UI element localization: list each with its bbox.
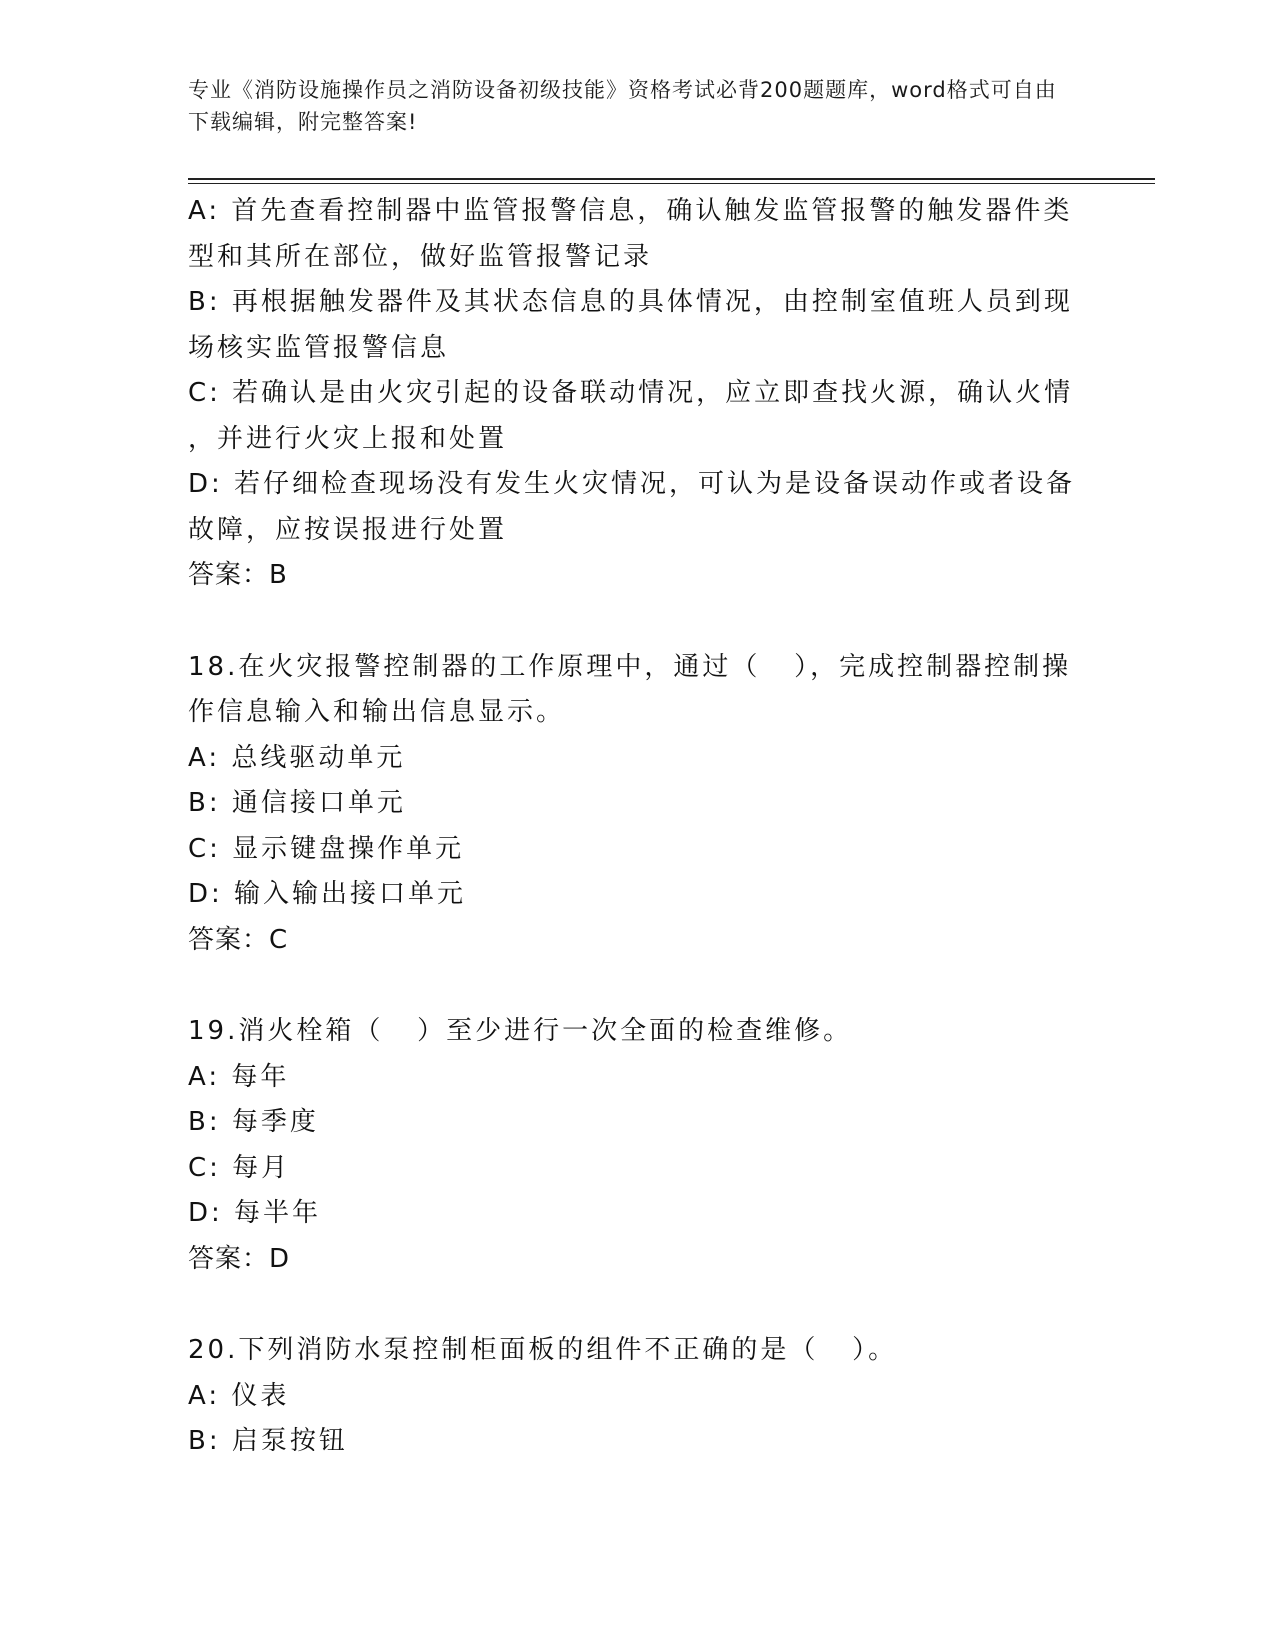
option-a-line-1: A: 首先查看控制器中监管报警信息，确认触发监管报警的触发器件类 bbox=[188, 196, 1073, 226]
question-18-option-a: A: 总线驱动单元 bbox=[188, 742, 406, 773]
option-d-line-2: 故障，应按误报进行处置 bbox=[188, 514, 508, 545]
spacer bbox=[188, 963, 1088, 1009]
question-20 bbox=[188, 1328, 1088, 1465]
question-20-option-b: B: 启泵按钮 bbox=[188, 1426, 348, 1456]
question-19 bbox=[188, 1009, 1088, 1282]
question-20-option-a: A: 仪表 bbox=[188, 1380, 290, 1411]
question-19-option-a: A: 每年 bbox=[188, 1061, 290, 1092]
spacer bbox=[188, 599, 1088, 645]
option-d-line-1: D: 若仔细检查现场没有发生火灾情况，可认为是设备误动作或者设备 bbox=[188, 469, 1076, 499]
question-19-option-c: C: 每月 bbox=[188, 1152, 291, 1183]
answer-17: 答案：B bbox=[188, 560, 288, 590]
option-b-line-1: B: 再根据触发器件及其状态信息的具体情况，由控制室值班人员到现 bbox=[188, 287, 1073, 317]
header-divider-thin bbox=[188, 183, 1155, 184]
question-18-option-b: B: 通信接口单元 bbox=[188, 788, 406, 818]
question-19-option-b: B: 每季度 bbox=[188, 1107, 319, 1137]
document-header: 专业《消防设施操作员之消防设备初级技能》资格考试必背200题题库，word格式可自由下载编辑，附完整答案! bbox=[188, 78, 1057, 134]
option-c-line-1: C: 若确认是由火灾引起的设备联动情况，应立即查找火源，确认火情 bbox=[188, 378, 1074, 408]
question-19-option-d: D: 每半年 bbox=[188, 1198, 322, 1228]
question-18-stem-line-1: 18.在火灾报警控制器的工作原理中，通过（ ），完成控制器控制操 bbox=[188, 651, 1072, 682]
option-a-line-2: 型和其所在部位，做好监管报警记录 bbox=[188, 241, 653, 272]
option-c-line-2: ，并进行火灾上报和处置 bbox=[188, 423, 508, 454]
question-18-option-c: C: 显示键盘操作单元 bbox=[188, 833, 465, 864]
question-list bbox=[188, 189, 1088, 1465]
question-18-stem-line-2: 作信息输入和输出信息显示。 bbox=[188, 697, 566, 727]
answer-18: 答案：C bbox=[188, 924, 289, 955]
spacer bbox=[188, 1282, 1088, 1328]
question-20-stem: 20.下列消防水泵控制柜面板的组件不正确的是（ ）。 bbox=[188, 1335, 898, 1365]
question-18 bbox=[188, 645, 1088, 964]
option-b-line-2: 场核实监管报警信息 bbox=[188, 332, 450, 363]
header-divider-thick bbox=[188, 178, 1155, 180]
question-19-stem: 19.消火栓箱（ ）至少进行一次全面的检查维修。 bbox=[188, 1016, 853, 1046]
answer-19: 答案：D bbox=[188, 1243, 291, 1274]
question-18-option-d: D: 输入输出接口单元 bbox=[188, 879, 467, 909]
question-17-options bbox=[188, 189, 1088, 599]
